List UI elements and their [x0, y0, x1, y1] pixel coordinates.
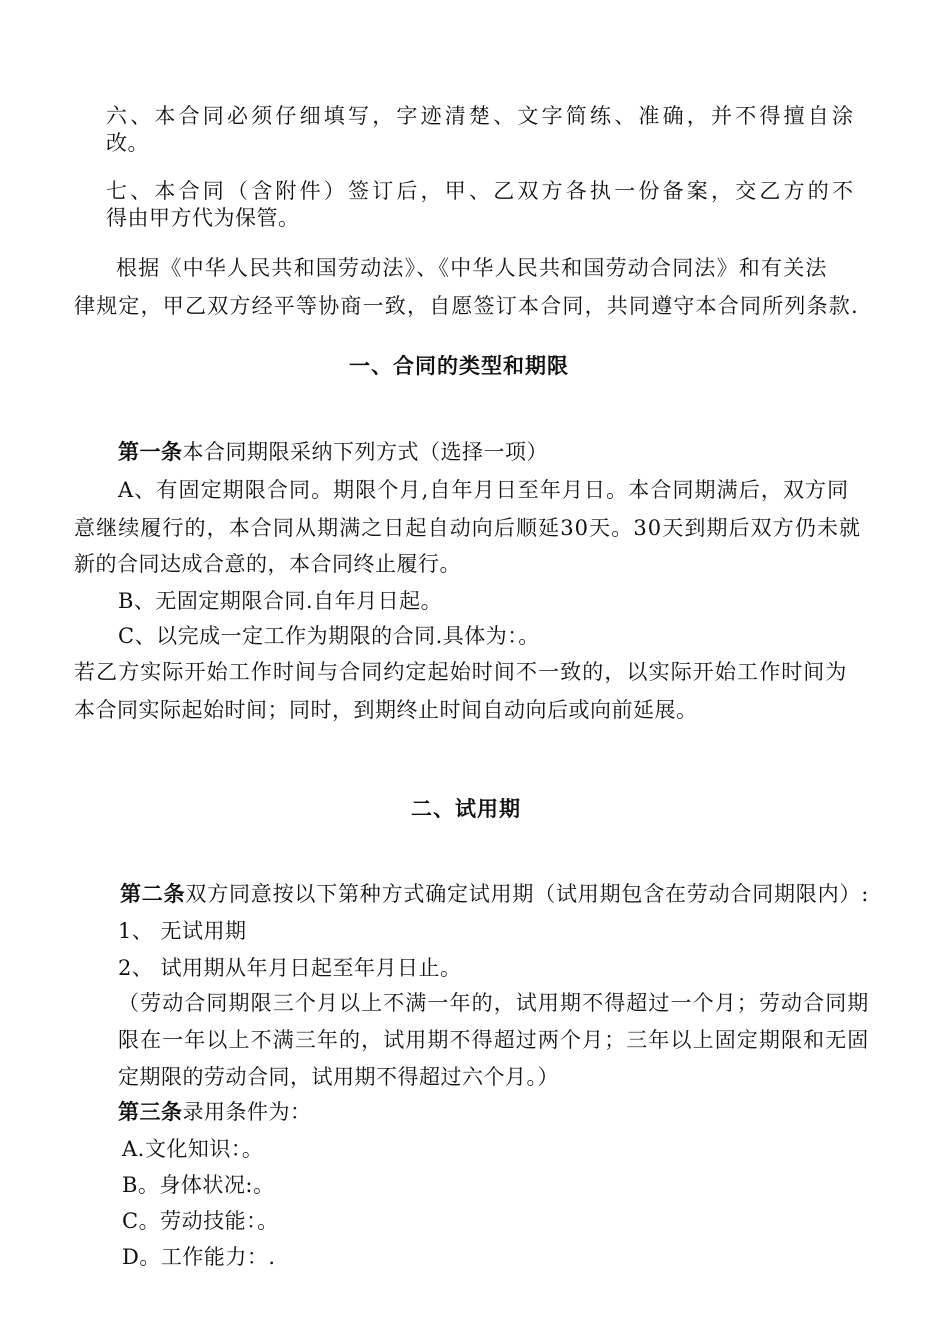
probation-item1: 1、 无试用期 — [118, 919, 247, 943]
condition-a: A.文化知识：。 — [122, 1137, 264, 1161]
probation-item2: 2、 试用期从年月日起至年月日止。 — [118, 956, 462, 980]
article1-label: 第一条 — [118, 440, 183, 464]
option-c: C、以完成一定工作为期限的合同.具体为：。 — [118, 624, 540, 648]
option-a-line1: A、有固定期限合同。期限个月,自年月日至年月日。本合同期满后，双方同 — [118, 478, 850, 502]
note-six-line1: 六、本合同必须仔细填写，字迹清楚、文字简练、准确，并不得擅自涂 — [106, 104, 857, 128]
section2-title: 二、试用期 — [411, 797, 521, 821]
note-seven-line1: 七、本合同（含附件）签订后，甲、乙双方各执一份备案，交乙方的不 — [106, 179, 857, 203]
article1-text: 本合同期限采纳下列方式（选择一项） — [182, 440, 548, 464]
probation-rule-line2: 限在一年以上不满三年的，试用期不得超过两个月；三年以上固定期限和无固 — [118, 1028, 870, 1052]
preamble-line1: 根据《中华人民共和国劳动法》、《中华人民共和国劳动合同法》和有关法 — [116, 256, 828, 280]
option-a-line3: 新的合同达成合意的，本合同终止履行。 — [74, 552, 461, 576]
preamble-line2: 律规定，甲乙双方经平等协商一致，自愿签订本合同，共同遵守本合同所列条款. — [74, 294, 859, 318]
section1-title: 一、合同的类型和期限 — [349, 354, 569, 378]
article2-text: 双方同意按以下第种方式确定试用期（试用期包含在劳动合同期限内）: — [185, 882, 870, 906]
note-seven-line2: 得由甲方代为保管。 — [106, 206, 300, 230]
probation-rule-line1: （劳动合同期限三个月以上不满一年的，试用期不得超过一个月；劳动合同期 — [118, 991, 870, 1015]
article3-label: 第三条 — [118, 1100, 183, 1124]
condition-d: D。工作能力：. — [122, 1245, 276, 1269]
start-note-line2: 本合同实际起始时间；同时，到期终止时间自动向后或向前延展。 — [74, 698, 698, 722]
condition-c: C。劳动技能：。 — [122, 1209, 279, 1233]
note-six-line2: 改。 — [106, 131, 149, 155]
probation-rule-line3: 定期限的劳动合同，试用期不得超过六个月。） — [118, 1065, 559, 1089]
start-note-line1: 若乙方实际开始工作时间与合同约定起始时间不一致的，以实际开始工作时间为 — [74, 660, 848, 684]
condition-b: B。身体状况:。 — [122, 1173, 275, 1197]
article1 — [118, 438, 548, 466]
option-b: B、无固定期限合同.自年月日起。 — [118, 589, 443, 613]
article3 — [118, 1098, 312, 1126]
article3-text: 录用条件为： — [182, 1100, 312, 1124]
article2 — [120, 880, 869, 908]
article2-label: 第二条 — [120, 882, 186, 906]
option-a-line2: 意继续履行的，本合同从期满之日起自动向后顺延30天。30天到期后双方仍未就 — [74, 516, 862, 540]
